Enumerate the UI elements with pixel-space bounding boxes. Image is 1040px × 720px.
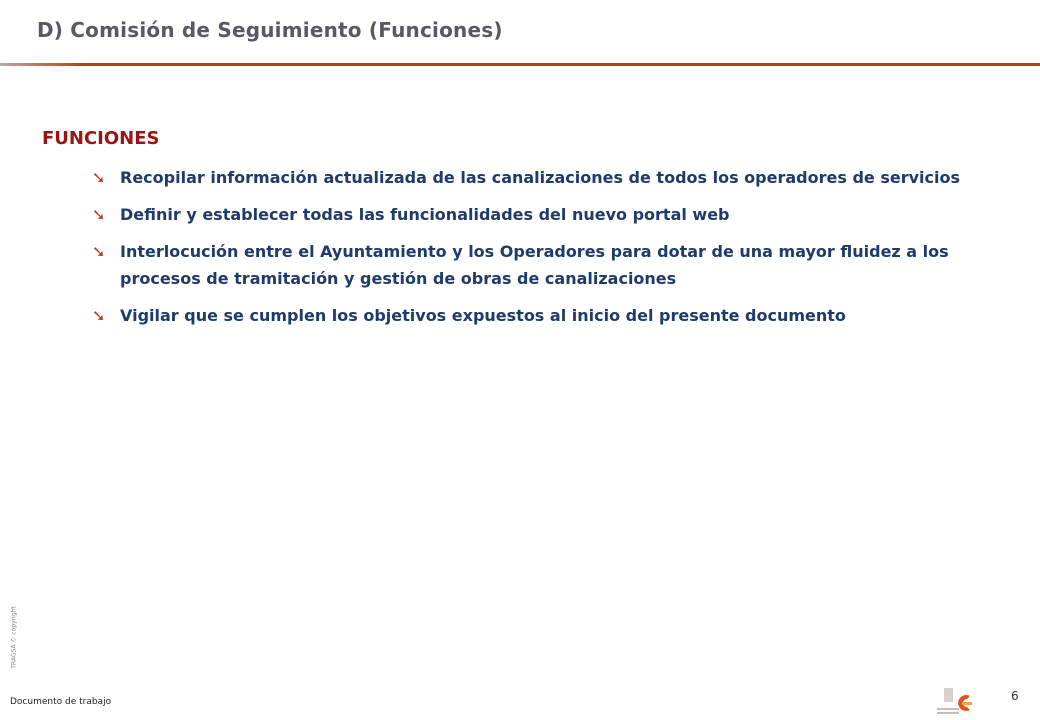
bullet-text: Definir y establecer todas las funcionalidades del nuevo portal web (120, 205, 730, 224)
list-item (92, 201, 1002, 228)
bullet-text: Interlocución entre el Ayuntamiento y los Operadores para dotar de una mayor fluidez a los procesos de tramitación y gestión de obras de canalizaciones (120, 242, 949, 288)
page-number: 6 (1011, 689, 1019, 703)
slide-title: D) Comisión de Seguimiento (Funciones) (37, 18, 503, 42)
copyright-note: TRAGSA © copyright (10, 606, 18, 669)
arrow-bullet-icon: ➘ (92, 205, 106, 224)
list-item (92, 302, 1002, 329)
list-item (92, 164, 1002, 191)
footer-label: Documento de trabajo (10, 697, 112, 707)
title-divider (0, 63, 1040, 66)
list-item (92, 238, 1002, 292)
arrow-bullet-icon: ➘ (92, 306, 106, 325)
arrow-bullet-icon: ➘ (92, 242, 106, 261)
bullet-text: Recopilar información actualizada de las canalizaciones de todos los operadores de servicios (120, 168, 960, 187)
bullet-text: Vigilar que se cumplen los objetivos expuestos al inicio del presente documento (120, 306, 846, 325)
section-heading: FUNCIONES (42, 128, 160, 149)
arrow-bullet-icon: ➘ (92, 168, 106, 187)
bullet-list (92, 164, 1002, 339)
company-logo-icon (934, 686, 974, 718)
